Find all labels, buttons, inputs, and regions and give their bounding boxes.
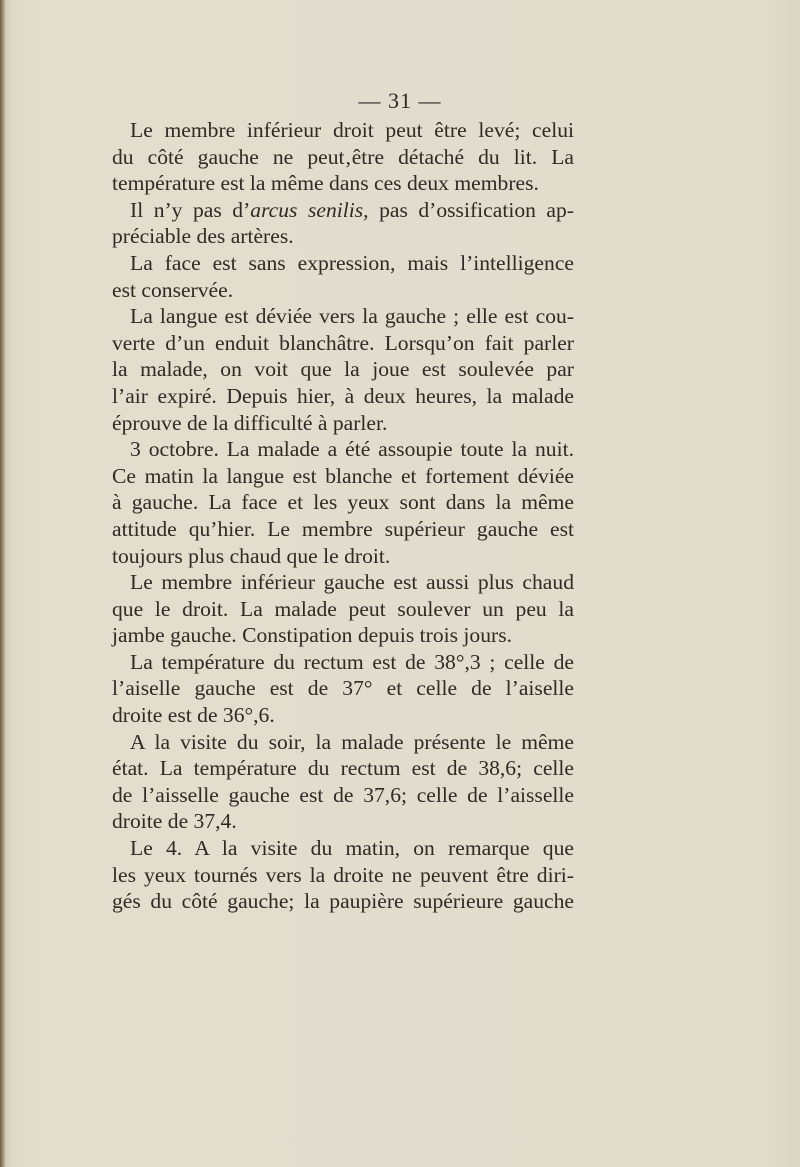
text-line: éprouve de la difficulté à parler. bbox=[112, 410, 388, 435]
text-line: jambe gauche. Constipation depuis trois jours. bbox=[112, 623, 513, 648]
text-line: A la visite du soir, la malade présente le même bbox=[130, 729, 574, 754]
text-line: température est la même dans ces deux membres. bbox=[112, 171, 539, 196]
text-line: les yeux tournés vers la droite ne peuvent être diri- bbox=[112, 862, 574, 887]
text-line: l’aiselle gauche est de 37° et celle de l’aiselle bbox=[112, 676, 574, 701]
text-line: attitude qu’hier. Le membre supérieur gauche est bbox=[112, 516, 574, 541]
text-line: Le 4. A la visite du matin, on remarque que bbox=[130, 836, 574, 861]
text-line: gés du côté gauche; la paupière supérieure gauche bbox=[112, 889, 574, 914]
text-line: La langue est déviée vers la gauche ; elle est cou- bbox=[130, 304, 574, 329]
text-line: droite est de 36°,6. bbox=[112, 703, 275, 728]
text-line: verte d’un enduit blanchâtre. Lorsqu’on fait parler bbox=[112, 330, 574, 355]
text-line: Le membre inférieur droit peut être levé; celui bbox=[130, 118, 574, 142]
text-line: toujours plus chaud que le droit. bbox=[112, 543, 391, 568]
text-line: que le droit. La malade peut soulever un peu la bbox=[112, 596, 574, 621]
text-line: Il n’y pas d’arcus senilis, pas d’ossification ap- bbox=[130, 197, 574, 222]
text-line: Le membre inférieur gauche est aussi plus chaud bbox=[130, 570, 574, 595]
text-line: du côté gauche ne peut‚être détaché du lit. La bbox=[112, 144, 574, 169]
binding-edge bbox=[0, 0, 6, 1167]
text-line: La température du rectum est de 38°,3 ; celle de bbox=[130, 649, 574, 674]
text-line: préciable des artères. bbox=[112, 224, 294, 249]
body-text bbox=[112, 117, 574, 915]
text-line: de l’aisselle gauche est de 37,6; celle de l’aisselle bbox=[112, 782, 574, 807]
text-line: Ce matin la langue est blanche et fortement déviée bbox=[112, 463, 574, 488]
text-line: la malade, on voit que la joue est soulevée par bbox=[112, 357, 574, 382]
page-number: — 31 — bbox=[358, 88, 442, 113]
text-line: droite de 37,4. bbox=[112, 809, 237, 834]
text-line: état. La température du rectum est de 38,6; celle bbox=[112, 756, 574, 781]
text-line: à gauche. La face et les yeux sont dans la même bbox=[112, 490, 574, 515]
text-line: est conservée. bbox=[112, 277, 234, 302]
italic-term: arcus senilis bbox=[250, 197, 364, 222]
text-line: 3 octobre. La malade a été assoupie toute la nuit. bbox=[130, 437, 574, 462]
text-line: La face est sans expression, mais l’intelligence bbox=[130, 250, 574, 275]
text-line: l’air expiré. Depuis hier, à deux heures, la malade bbox=[112, 383, 574, 408]
